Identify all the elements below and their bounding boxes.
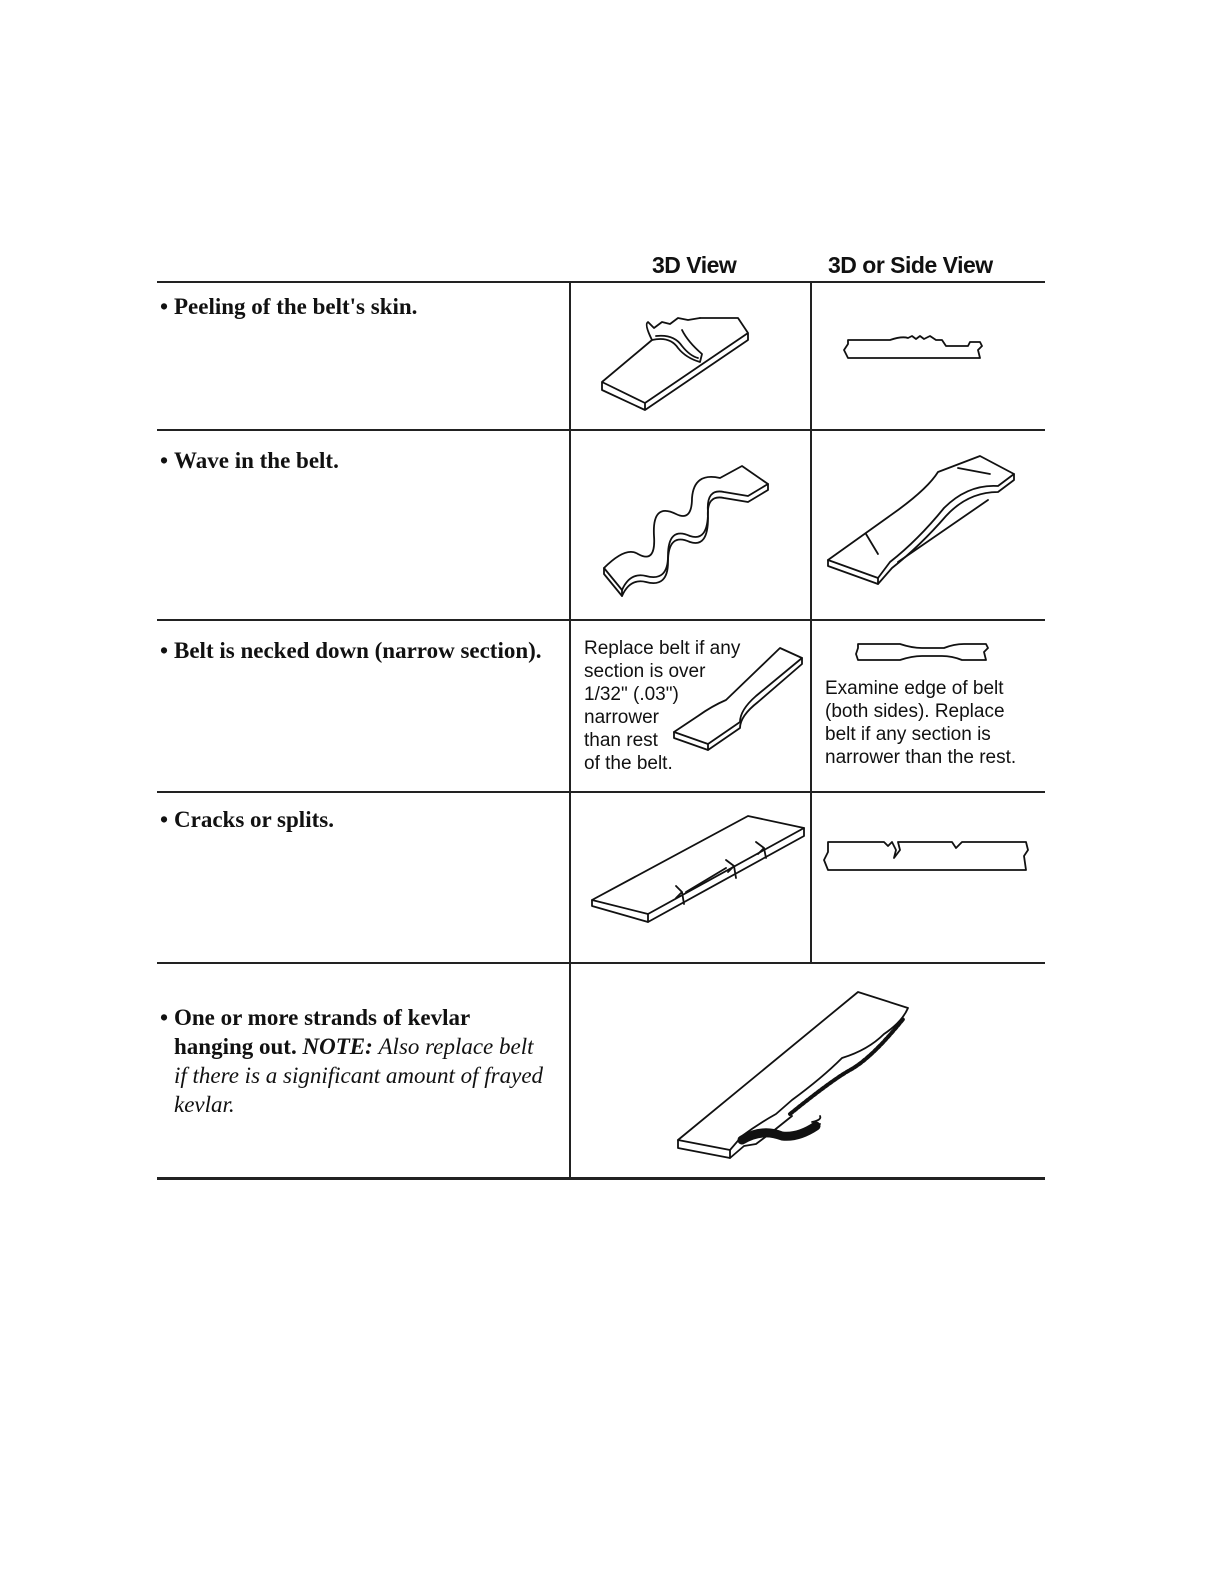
note-line: (both sides). Replace (825, 701, 1005, 722)
note-line: of the belt. (584, 753, 673, 774)
cracked-belt-side-figure (822, 836, 1032, 876)
bullet: • (160, 638, 169, 663)
row-label-cracks (160, 805, 334, 834)
note-label: NOTE: (302, 1034, 373, 1059)
bullet: • (160, 448, 169, 473)
note-line: 1/32" (.03") (584, 684, 679, 705)
column-divider-right (810, 282, 812, 963)
row-label-text: Cracks or splits. (174, 807, 334, 832)
kevlar-label-text: One or more strands of kevlar (174, 1005, 471, 1030)
row-label-text: Wave in the belt. (174, 448, 339, 473)
note-text: Also replace belt (378, 1034, 534, 1059)
row-divider-2 (157, 619, 1045, 621)
kevlar-line-2 (160, 1032, 543, 1061)
peeling-belt-side-figure (842, 332, 992, 367)
cracked-belt-3d-figure (586, 808, 810, 928)
row-divider-1 (157, 429, 1045, 431)
row-label-text: Peeling of the belt's skin. (174, 294, 418, 319)
bullet: • (160, 1005, 169, 1030)
kevlar-line-4: kevlar. (174, 1092, 235, 1117)
note-line: narrower (584, 707, 659, 728)
frayed-kevlar-belt-3d-figure (672, 988, 922, 1173)
peeling-belt-3d-figure (590, 300, 760, 415)
note-line: belt if any section is (825, 724, 991, 745)
necked-belt-3d-figure (668, 644, 808, 752)
note-line: narrower than the rest. (825, 747, 1017, 768)
bullet: • (160, 294, 169, 319)
kevlar-label-bold: hanging out. (174, 1034, 297, 1059)
kevlar-line-3: if there is a significant amount of frayed (174, 1063, 544, 1088)
header-3d-view: 3D View (652, 252, 737, 278)
note-line: than rest (584, 730, 658, 751)
row-label-wave (160, 446, 339, 475)
row-label-necked (160, 636, 542, 665)
bullet: • (160, 807, 169, 832)
header-3d-or-side-view: 3D or Side View (828, 252, 993, 278)
note-line: Examine edge of belt (825, 678, 1004, 699)
row-label-peeling (160, 292, 417, 321)
row-divider-4 (157, 962, 1045, 964)
column-divider-left (569, 282, 571, 1178)
row-divider-3 (157, 791, 1045, 793)
wavy-belt-side-figure (818, 450, 1018, 585)
note-line: section is over (584, 661, 706, 682)
necked-side-note (825, 677, 1016, 769)
kevlar-line-1 (160, 1003, 543, 1032)
table-bottom-rule (157, 1177, 1045, 1180)
wavy-belt-3d-figure (596, 458, 776, 598)
row-label-text: Belt is necked down (narrow section). (174, 638, 542, 663)
note-line: Replace belt if any (584, 638, 741, 659)
row-label-kevlar (160, 1003, 543, 1119)
necked-belt-side-figure (850, 640, 995, 666)
table-top-rule (157, 281, 1045, 283)
